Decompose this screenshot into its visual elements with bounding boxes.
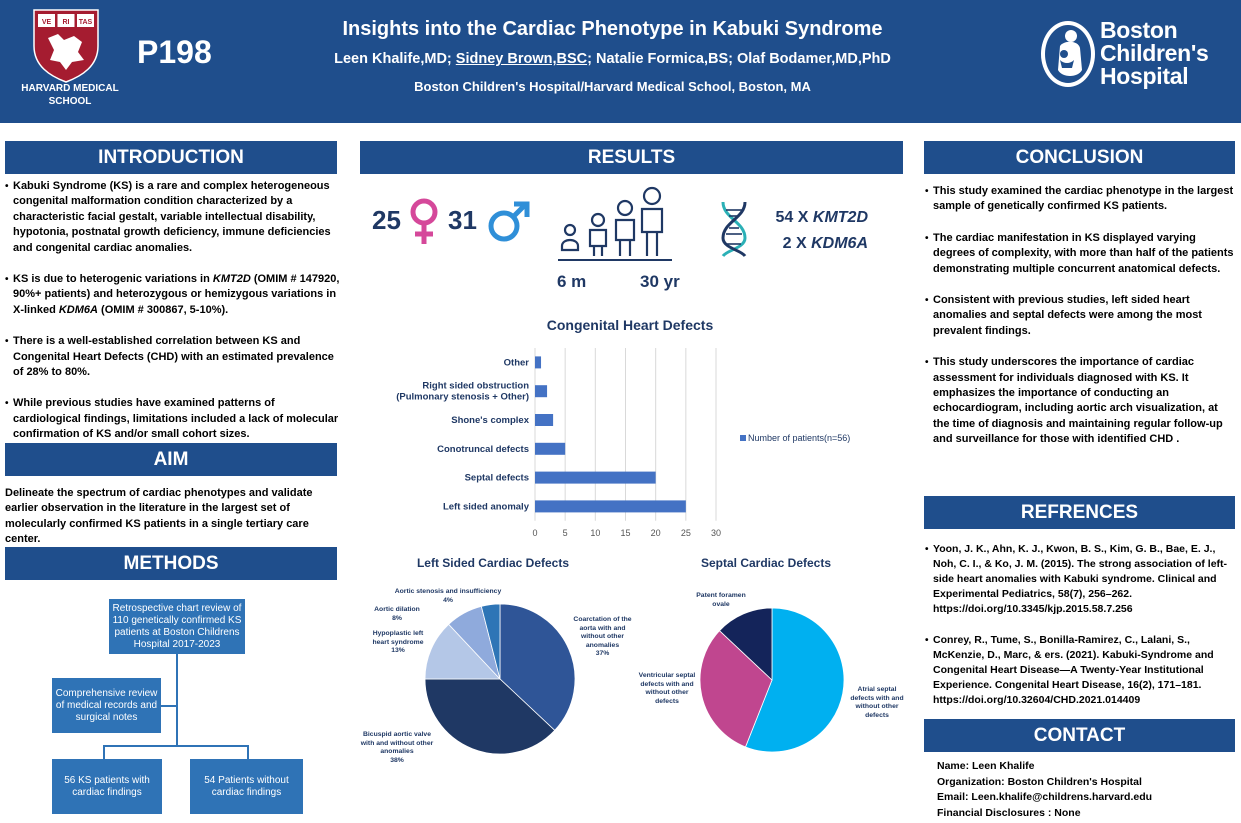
poster-id: P198 [137, 34, 212, 70]
bch-line-3: Hospital [1100, 63, 1189, 89]
chd-bar-chart [380, 340, 900, 540]
category-label: Right sided obstruction [422, 380, 529, 392]
pie-label-bicuspid: Bicuspid aortic valve with and without other anomalies 38% [360, 731, 434, 764]
intro-bullet-3: • There is a well-established correlation between KS and Congenital Heart Defects (CHD) with an estimated prevalence of 28% to 80%. [5, 334, 340, 380]
boston-childrens-logo-icon [1038, 18, 1098, 90]
chd-chart-title: Congenital Heart Defects [546, 317, 714, 333]
gene-kmt2d-count [740, 209, 868, 227]
legend-label: Number of patients(n=56) [748, 433, 851, 443]
bch-line-2: Children's [1100, 40, 1209, 66]
conclusion-heading: CONCLUSION [924, 141, 1235, 174]
flow-connector [176, 653, 178, 745]
category-label: Conotruncal defects [437, 443, 529, 455]
pie-label-hlhs: Hypoplastic left heart syndrome 13% [372, 630, 424, 654]
contact-disclosures: Financial Disclosures : None [937, 806, 1081, 819]
left-sided-pie-chart [424, 603, 576, 755]
contact-details [937, 759, 1152, 821]
gene2-name: KDM6A [811, 235, 868, 252]
contact-name: Name: Leen Khalife [937, 760, 1035, 772]
x-tick-label: 20 [650, 527, 661, 538]
age-max: 30 yr [640, 272, 680, 291]
pie-label-pfo: Patent foramen ovale [696, 592, 746, 608]
reference-item-1: • Yoon, J. K., Ahn, K. J., Kwon, B. S., Kim, G. B., Bae, E. J., Noh, C. I., & Ko, J. M. (2015). The strong association of left-side heart anomalies with Kabuki syndrome. Clinical and Experimental Pediatrics, 58(7), 256–262. https://doi.org/10.3345/kjp.2015.58.7.256 [925, 542, 1237, 617]
age-range-icon [556, 184, 674, 266]
category-label: (Pulmonary stenosis + Other) [396, 391, 529, 403]
harvard-shield-icon [32, 8, 100, 83]
shield-letters-2: RI [62, 19, 70, 26]
methods-heading: METHODS [5, 547, 337, 580]
age-min: 6 m [557, 272, 587, 291]
bar [535, 385, 547, 397]
intro-bullet-1: • Kabuki Syndrome (KS) is a rare and complex heterogeneous congenital malformation condition characterized by a characteristic facial gestalt, variable intellectual disability, hypotonia, postnatal growth deficiency, immune deficiencies and congenital cardiac anomalies. [5, 179, 340, 256]
bar [535, 472, 656, 484]
legend-swatch [740, 435, 746, 441]
aim-heading: AIM [5, 443, 337, 476]
gene-kdm6a-count [740, 235, 868, 253]
shield-letters-1: VE [41, 19, 52, 26]
methods-record-review-box: Comprehensive review of medical records and surgical notes [52, 678, 161, 733]
conclusion-bullet-1: • This study examined the cardiac phenotype in the largest sample of genetically confirmed KS patients. [925, 184, 1237, 215]
septal-pie-title: Septal Cardiac Defects [700, 556, 832, 570]
female-symbol-icon [406, 198, 442, 246]
flow-connector [103, 745, 249, 747]
author-list [260, 51, 965, 67]
intro-bullet-2: • KS is due to heterogenic variations in KMT2D (OMIM # 147920, 90%+ patients) and heterozygous or hemizygous variations in X-linked KDM6A (OMIM # 300867, 5-10%). [5, 272, 340, 318]
category-label: Septal defects [464, 472, 529, 484]
x-tick-label: 10 [590, 527, 601, 538]
authors-first: Leen Khalife,MD; [334, 51, 456, 67]
boston-childrens-hospital-name [1100, 19, 1209, 88]
shield-letters-3: TAS [78, 19, 93, 26]
category-label: Shone's complex [451, 415, 529, 426]
presenting-author: Sidney Brown,BSC [455, 51, 588, 67]
conclusion-bullet-3: • Consistent with previous studies, left sided heart anomalies and septal defects were among the most prevalent findings. [925, 293, 1237, 339]
gene2-count: 2 X [782, 235, 812, 252]
x-tick-label: 30 [710, 527, 722, 538]
methods-no-cardiac-findings-box: 54 Patients without cardiac findings [190, 759, 303, 814]
harvard-medical-school-name: HARVARD MEDICAL SCHOOL [21, 83, 119, 107]
conclusion-bullet-4: • This study underscores the importance of cardiac assessment for individuals diagnosed with KS. It emphasizes the importance of conducting an echocardiogram, including aortic arch visualization, at the time of diagnosis and maintaining regular follow-up and surveillance for those with identified CHD . [925, 355, 1237, 447]
gene1-name: KMT2D [812, 209, 868, 226]
poster-title: Insights into the Cardiac Phenotype in Kabuki Syndrome [342, 18, 883, 40]
authors-rest: ; Natalie Formica,BS; Olaf Bodamer,MD,PhD [587, 51, 891, 67]
x-tick-label: 5 [562, 527, 568, 538]
x-tick-label: 25 [680, 527, 691, 538]
flow-connector [103, 745, 105, 759]
intro-bullet-4: • While previous studies have examined patterns of cardiological findings, limitations included a lack of molecular confirmation of KS and/or small cohort sizes. [5, 396, 340, 442]
pie-label-vsd: Ventricular septal defects with and without other defects [638, 672, 696, 705]
male-symbol-icon [486, 200, 532, 244]
pie-label-asd: Atrial septal defects with and without other defects [850, 686, 904, 719]
introduction-heading: INTRODUCTION [5, 141, 337, 174]
category-label: Other [503, 357, 529, 369]
bar [535, 443, 565, 455]
flow-connector [160, 705, 177, 707]
x-tick-label: 15 [620, 527, 631, 538]
female-count: 25 [372, 205, 401, 235]
bar [535, 500, 686, 512]
poster-header [0, 0, 1241, 123]
x-tick-label: 0 [532, 527, 538, 538]
references-list [925, 542, 1237, 724]
septal-pie-chart [699, 607, 845, 753]
pie-label-aortic-stenosis: Aortic stenosis and insufficiency 4% [394, 588, 502, 604]
conclusion-bullet-2: • The cardiac manifestation in KS displayed varying degrees of complexity, with more than half of the patients demonstrating multiple concurrent anatomical defects. [925, 231, 1237, 277]
methods-cardiac-findings-box: 56 KS patients with cardiac findings [52, 759, 162, 814]
affiliation: Boston Children's Hospital/Harvard Medical School, Boston, MA [414, 79, 811, 94]
references-heading: REFRENCES [924, 496, 1235, 529]
reference-item-2: • Conrey, R., Tume, S., Bonilla-Ramirez, C., Lalani, S., McKenzie, D., Marc, & ers. (2021). Kabuki-Syndrome and Congenital Heart Disease—A Twenty-Year Institutional Experience. Congenital Heart Disease, 16(2), 171–181. https://doi.org/10.32604/CHD.2021.014409 [925, 633, 1237, 708]
gene1-count: 54 X [775, 209, 813, 226]
pie-label-coarctation: Coarctation of the aorta with and without other anomalies 37% [573, 616, 632, 657]
results-heading: RESULTS [360, 141, 903, 174]
male-count: 31 [448, 205, 477, 235]
methods-chart-review-box: Retrospective chart review of 110 genetically confirmed KS patients at Boston Childrens Hospital 2017-2023 [109, 599, 245, 654]
flow-connector [247, 745, 249, 759]
category-label: Left sided anomaly [442, 501, 529, 513]
conclusion-bullets [925, 184, 1237, 464]
contact-email[interactable]: Email: Leen.khalife@childrens.harvard.edu [937, 791, 1153, 803]
aim-text: Delineate the spectrum of cardiac phenotypes and validate earlier observation in the literature in the largest set of molecularly confirmed KS patients in a single tertiary care center. [5, 487, 313, 546]
bar [535, 356, 541, 368]
contact-heading: CONTACT [924, 719, 1235, 752]
bar [535, 414, 553, 426]
bch-line-1: Boston [1100, 17, 1178, 43]
left-sided-pie-title: Left Sided Cardiac Defects [416, 556, 570, 570]
introduction-bullets [5, 179, 340, 459]
contact-organization: Organization: Boston Children's Hospital [937, 775, 1142, 788]
pie-label-aortic-dilation: Aortic dilation 8% [374, 606, 420, 622]
